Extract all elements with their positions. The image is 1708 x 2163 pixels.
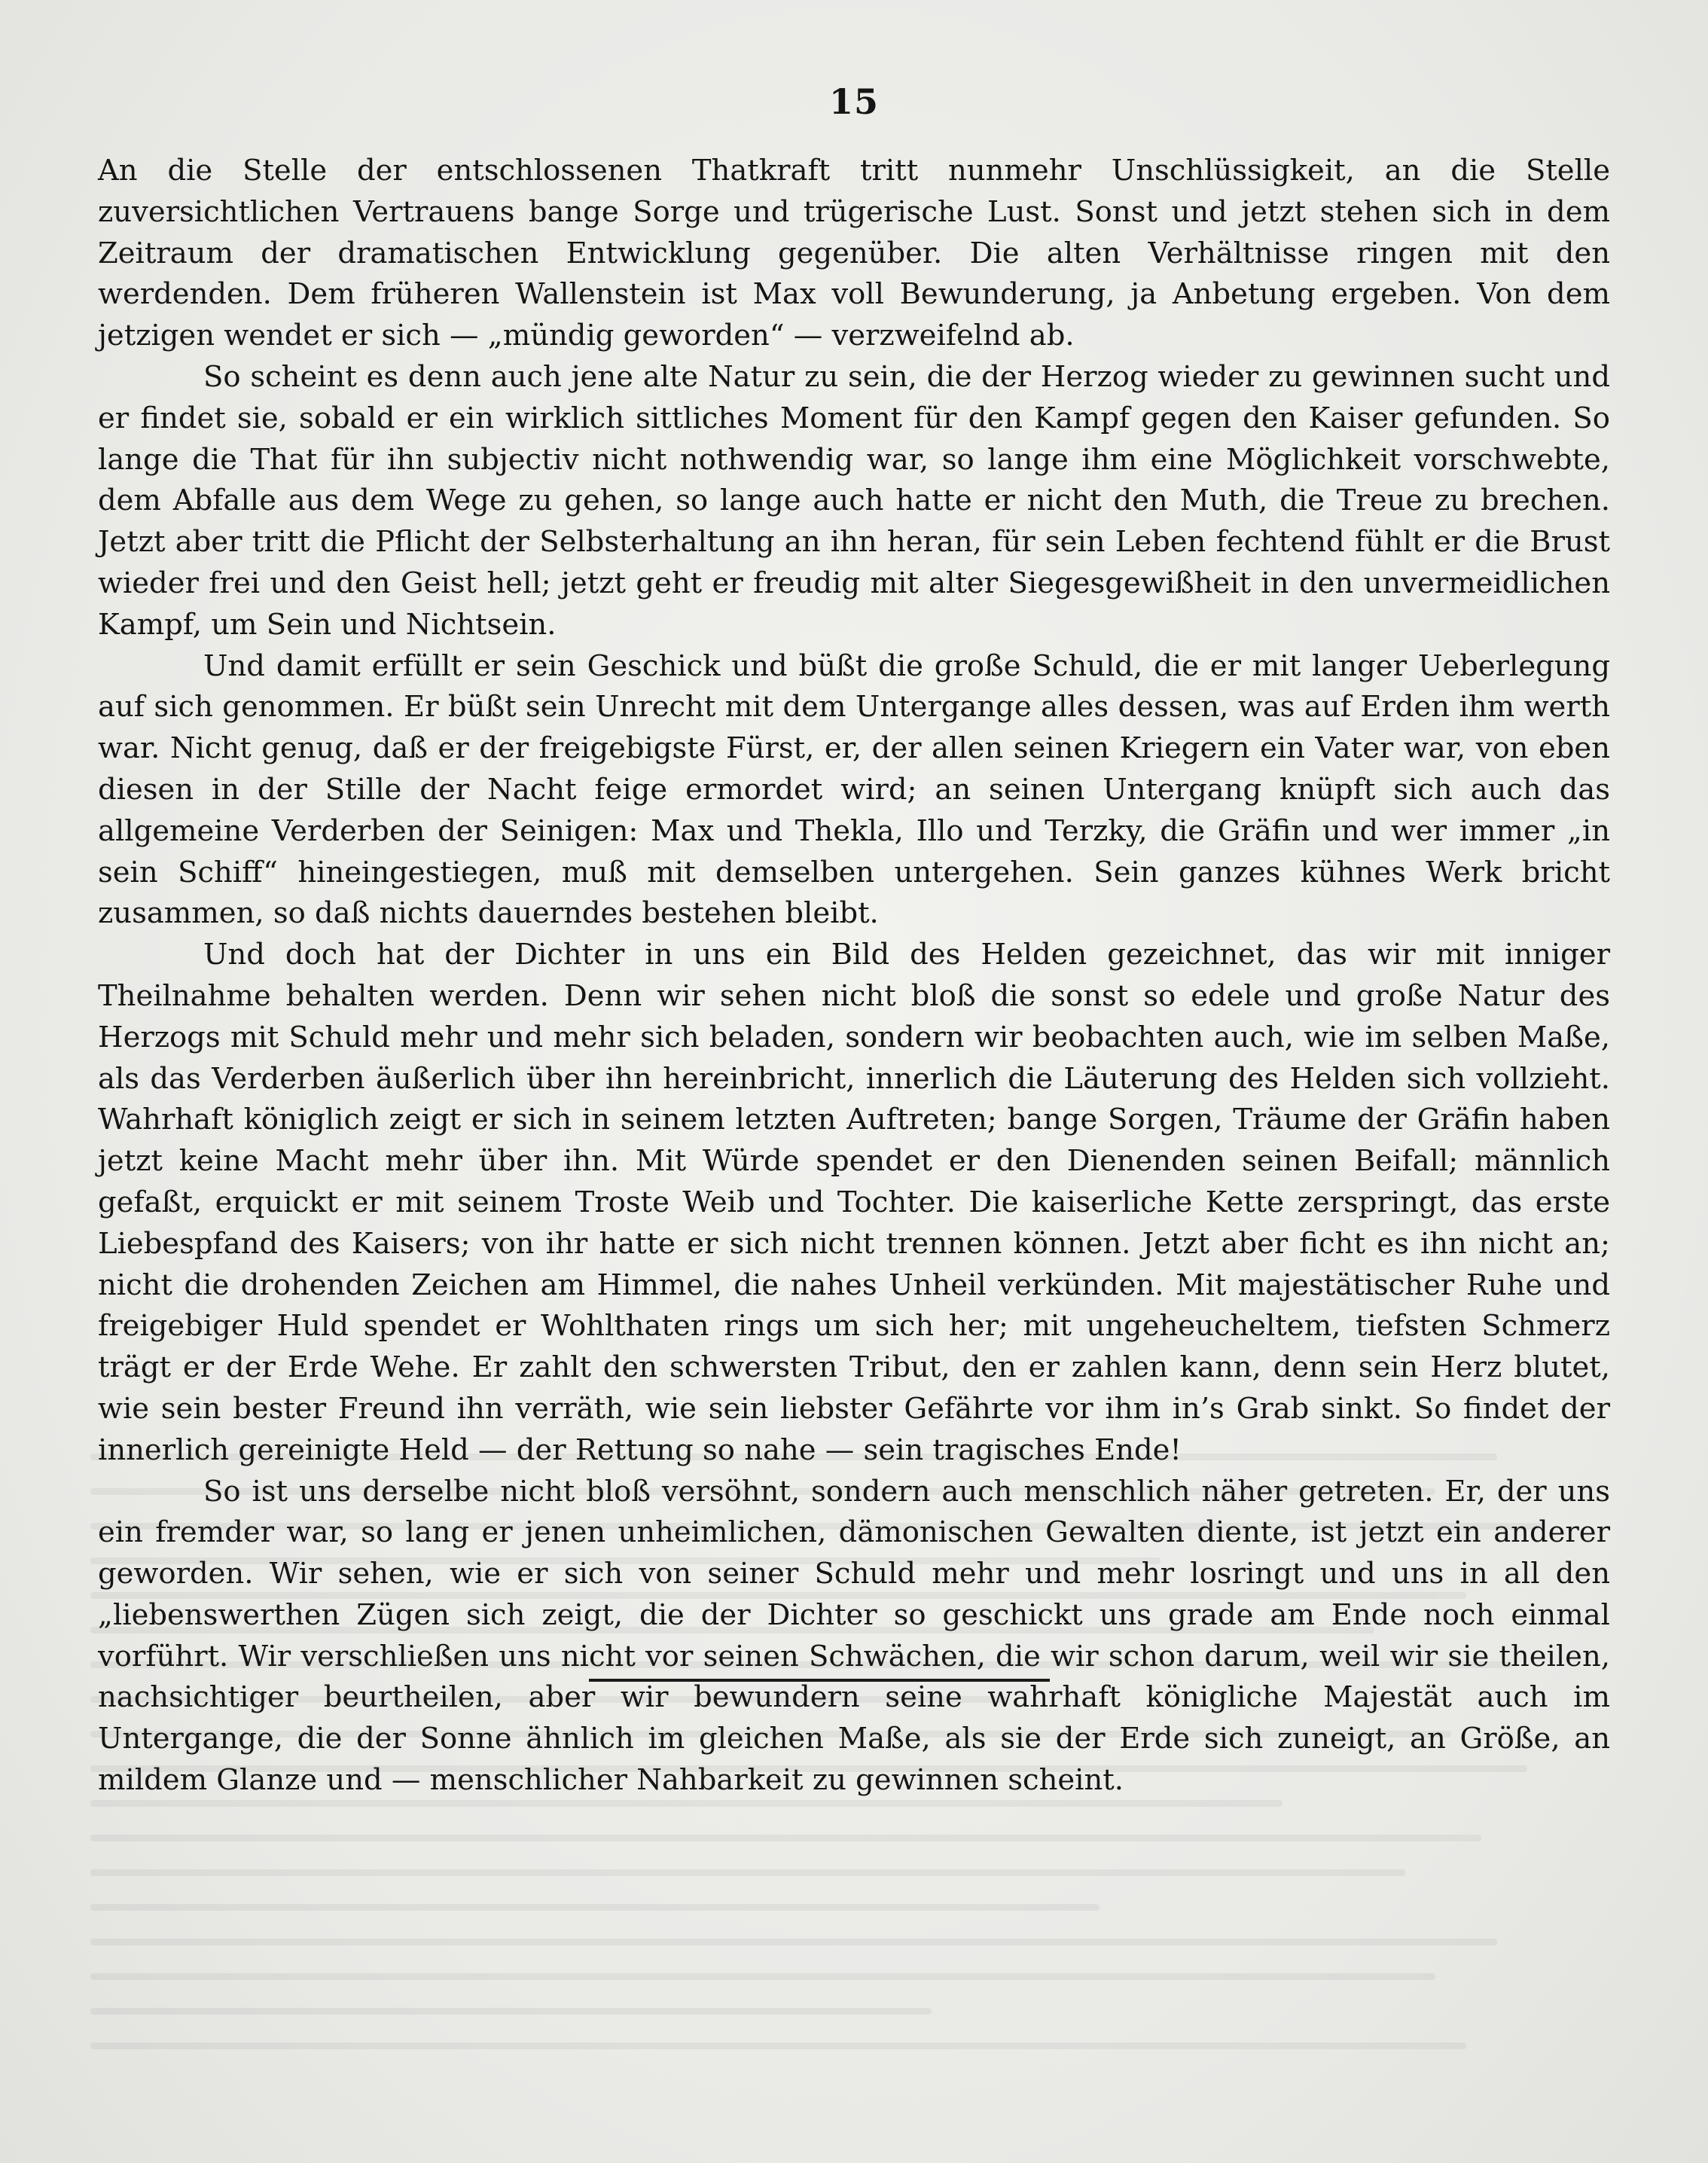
paragraph: An die Stelle der entschlossenen Thatkraft tritt nunmehr Unschlüssigkeit, an die Stelle zuversichtlichen Vertrauens bange Sorge und trügerische Lust. Sonst und jetzt stehen sich in dem Zeitraum der dramatischen Entwicklung gegenüber. Die alten Verhältnisse ringen mit den werdenden. Dem früheren Wallenstein ist Max voll Bewunderung, ja Anbetung ergeben. Von dem jetzigen wendet er sich — „mündig geworden“ — verzweifelnd ab. xyxy=(98,154,1610,353)
paragraph: So scheint es denn auch jene alte Natur zu sein, die der Herzog wieder zu gewinnen sucht und er findet sie, sobald er ein wirklich sittliches Moment für den Kampf gegen den Kaiser gefunden. So lange die That für ihn subjectiv nicht nothwendig war, so lange ihm eine Möglichkeit vorschwebte, dem Abfalle aus dem Wege zu gehen, so lange auch hatte er nicht den Muth, die Treue zu brechen. Jetzt aber tritt die Pflicht der Selbsterhaltung an ihn heran, für sein Leben fechtend fühlt er die Brust wieder frei und den Geist hell; jetzt geht er freudig mit alter Siegesgewißheit in den unvermeidlichen Kampf, um Sein und Nichtsein. xyxy=(98,359,1610,642)
paragraph: Und doch hat der Dichter in uns ein Bild des Helden gezeichnet, das wir mit inniger Theilnahme behalten werden. Denn wir sehen nicht bloß die sonst so edele und große Natur des Herzogs mit Schuld mehr und mehr sich beladen, sondern wir beobachten auch, wie im selben Maße, als das Verderben äußerlich über ihn hereinbricht, innerlich die Läuterung des Helden sich vollzieht. Wahrhaft königlich zeigt er sich in seinem letzten Auftreten; bange Sorgen, Träume der Gräfin haben jetzt keine Macht mehr über ihn. Mit Würde spendet er den Dienenden seinen Beifall; männlich gefaßt, erquickt er mit seinem Troste Weib und Tochter. Die kaiserliche Kette zerspringt, das erste Liebespfand des Kaisers; von ihr hatte er sich nicht trennen können. Jetzt aber ficht es ihn nicht an; nicht die drohenden Zeichen am Himmel, die nahes Unheil verkünden. Mit majestätischer Ruhe und freigebiger Huld spendet er Wohlthaten rings um sich her; mit ungeheucheltem, tiefsten Schmerz trägt er der Erde Wehe. Er zahlt den schwersten Tribut, den er zahlen kann, denn sein Herz blutet, wie sein bester Freund ihn verräth, wie sein liebster Gefährte vor ihm in’s Grab sinkt. So findet der innerlich gereinigte Held — der Rettung so nahe — sein tragisches Ende! xyxy=(98,938,1610,1467)
body-text xyxy=(98,151,1610,1801)
page-number: 15 xyxy=(828,81,879,122)
paragraph: So ist uns derselbe nicht bloß versöhnt, sondern auch menschlich näher getreten. Er, der uns ein fremder war, so lang er jenen unheimlichen, dämonischen Gewalten diente, ist jetzt ein anderer geworden. Wir sehen, wie er sich von seiner Schuld mehr und mehr losringt und uns in all den „liebenswerthen Zügen sich zeigt, die der Dichter so geschickt uns grade am Ende noch einmal vorführt. Wir verschließen uns nicht vor seinen Schwächen, die wir schon darum, weil wir sie theilen, nachsichtiger beurtheilen, aber wir bewundern seine wahrhaft königliche Majestät auch im Untergange, die der Sonne ähnlich im gleichen Maße, als sie der Erde sich zuneigt, an Größe, an mildem Glanze und — menschlicher Nahbarkeit zu gewinnen scheint. xyxy=(98,1474,1610,1798)
paragraph: Und damit erfüllt er sein Geschick und büßt die große Schuld, die er mit langer Ueberlegung auf sich genommen. Er büßt sein Unrecht mit dem Untergange alles dessen, was auf Erden ihm werth war. Nicht genug, daß er der freigebigste Fürst, er, der allen seinen Kriegern ein Vater war, von eben diesen in der Stille der Nacht feige ermordet wird; an seinen Untergang knüpft sich auch das allgemeine Verderben der Seinigen: Max und Thekla, Illo und Terzky, die Gräfin und wer immer „in sein Schiff“ hineingestiegen, muß mit demselben untergehen. Sein ganzes kühnes Werk bricht zusammen, so daß nichts dauerndes bestehen bleibt. xyxy=(98,648,1610,931)
closing-rule-divider xyxy=(589,1679,1050,1682)
